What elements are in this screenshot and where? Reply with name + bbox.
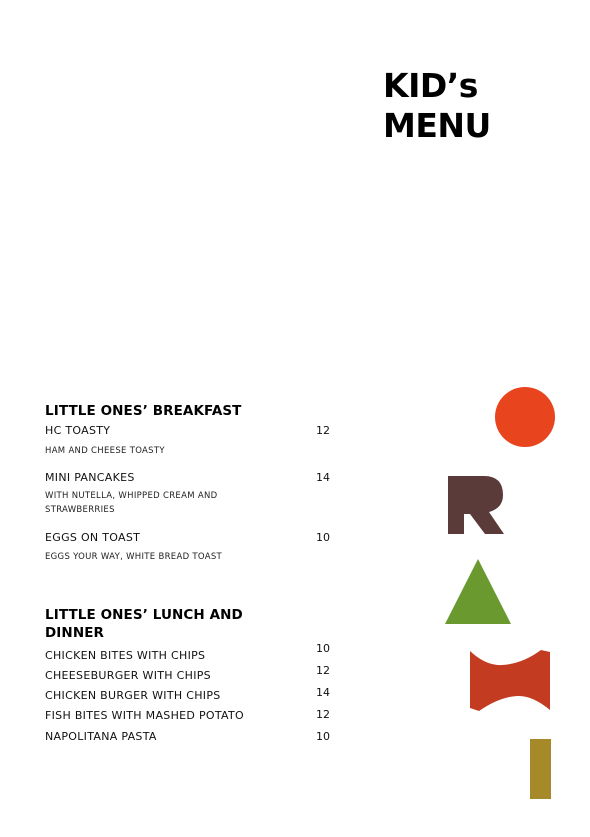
logo-r-shape <box>448 476 504 534</box>
logo-triangle <box>445 559 511 624</box>
lunch-item-name: CHICKEN BURGER WITH CHIPS <box>45 689 221 702</box>
lunch-item-name: FISH BITES WITH MASHED POTATO <box>45 709 244 722</box>
lunch-item-price: 12 <box>316 708 330 721</box>
breakfast-item-price: 12 <box>316 424 330 437</box>
breakfast-item-description: HAM AND CHEESE TOASTY <box>45 446 165 456</box>
breakfast-heading: LITTLE ONES’ BREAKFAST <box>45 403 242 419</box>
lunch-item-price: 12 <box>316 664 330 677</box>
brand-logo <box>440 380 570 810</box>
breakfast-item-name: EGGS ON TOAST <box>45 531 141 544</box>
menu-title-line2: MENU <box>383 106 491 145</box>
logo-bar <box>530 739 551 799</box>
breakfast-item-description: WITH NUTELLA, WHIPPED CREAM AND STRAWBERRIES <box>45 491 218 515</box>
logo-z-shape <box>470 650 550 711</box>
breakfast-item-name: HC TOASTY <box>45 424 111 437</box>
lunch-item-price: 10 <box>316 642 330 655</box>
lunch-item-price: 14 <box>316 686 330 699</box>
breakfast-item-price: 10 <box>316 531 330 544</box>
lunch-item-price: 10 <box>316 730 330 743</box>
lunch-item-name: CHICKEN BITES WITH CHIPS <box>45 649 206 662</box>
breakfast-item-description: EGGS YOUR WAY, WHITE BREAD TOAST <box>45 552 223 562</box>
breakfast-item-name: MINI PANCAKES <box>45 471 135 484</box>
lunch-item-name: NAPOLITANA PASTA <box>45 730 157 743</box>
menu-title-line1: KID’s <box>383 66 478 105</box>
menu-title <box>383 66 491 146</box>
lunch-item-name: CHEESEBURGER WITH CHIPS <box>45 669 211 682</box>
breakfast-item-price: 14 <box>316 471 330 484</box>
logo-circle <box>495 387 555 447</box>
lunch-heading: LITTLE ONES’ LUNCH AND DINNER <box>45 607 243 641</box>
